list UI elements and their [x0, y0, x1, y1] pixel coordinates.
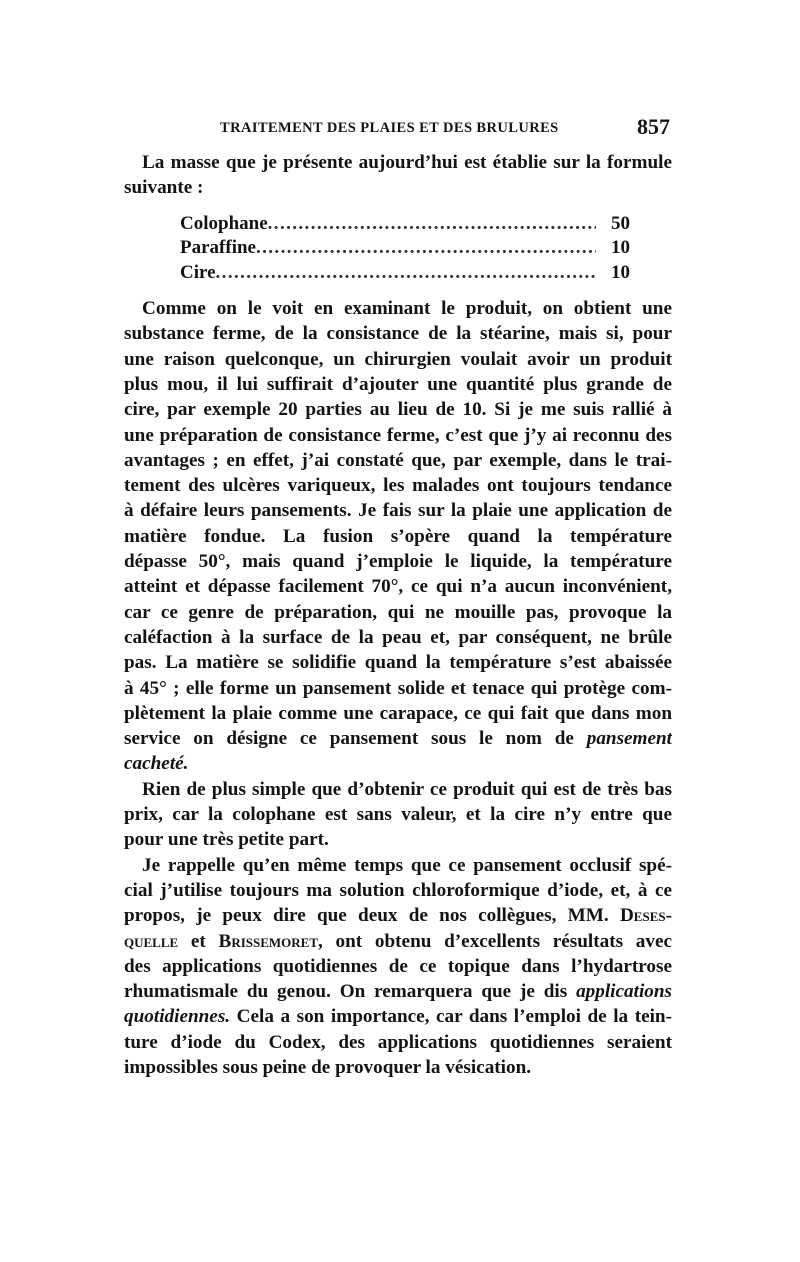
paragraph: [124, 296, 672, 777]
text-line: plus mou, il lui suffirait d’ajouter une quantité plus grande de: [124, 373, 672, 395]
text-line: matière fondue. La fusion s’opère quand la température: [124, 525, 672, 547]
formula-row: [180, 236, 630, 261]
author-name: Brissemoret: [218, 930, 319, 952]
text-line: pour une très petite part.: [124, 829, 329, 851]
formula-quantity: 10: [611, 261, 630, 283]
text-run: service on désigne ce pansement sous le nom de: [124, 728, 574, 750]
formula-quantity: 10: [611, 237, 630, 259]
text-line: [124, 929, 672, 954]
paragraph: [124, 853, 672, 1081]
text-line: [124, 903, 672, 928]
text-line: cire, par exemple 20 parties au lieu de 10. Si je me suis rallié à: [124, 399, 672, 421]
text-line: une préparation de consistance ferme, c’est que j’y ai reconnu des: [124, 424, 672, 446]
text-line: Rien de plus simple que d’obtenir ce produit qui est de très bas: [142, 778, 672, 800]
dot-leader: [268, 212, 596, 237]
text-line: Comme on le voit en examinant le produit, on obtient une: [142, 298, 672, 320]
text-line: tement des ulcères variqueux, les malades ont toujours tendance: [124, 475, 672, 497]
formula-ingredient: Colophane: [180, 212, 268, 234]
text-line: à 45° ; elle forme un pansement solide et tenace qui protège com-: [124, 677, 672, 699]
text-line: [124, 1004, 672, 1029]
dot-leader: [216, 261, 596, 286]
paragraph: [124, 777, 672, 853]
text-run: Cela a son importance, car dans l’emploi de la tein-: [236, 1006, 672, 1028]
text-line: Je rappelle qu’en même temps que ce pansement occlusif spé-: [142, 854, 672, 876]
formula: [124, 212, 630, 286]
formula-quantity: 50: [611, 212, 630, 234]
text-line: prix, car la colophane est sans valeur, et la cire n’y entre que: [124, 804, 672, 826]
text-line: à défaire leurs pansements. Je fais sur la plaie une application de: [124, 500, 672, 522]
formula-ingredient: Paraffine: [180, 237, 256, 259]
running-title: TRAITEMENT DES PLAIES ET DES BRULURES: [220, 120, 559, 136]
text-line: plètement la plaie comme une carapace, ce qui fait que dans mon: [124, 702, 672, 724]
page-number: 857: [637, 114, 670, 139]
italic-term: pansement: [586, 728, 672, 750]
text-line: cial j’utilise toujours ma solution chloroformique d’iode, et, à ce: [124, 879, 672, 901]
italic-term: quotidiennes.: [124, 1006, 231, 1028]
author-name: Deses-: [619, 905, 672, 927]
text-line: dépasse 50°, mais quand j’emploie le liquide, la température: [124, 551, 672, 573]
text-line: une raison quelconque, un chirurgien voulait avoir un produit: [124, 348, 672, 370]
text-line: [124, 751, 672, 776]
text-line: impossibles sous peine de provoquer la vésication.: [124, 1057, 532, 1078]
text-line: substance ferme, de la consistance de la stéarine, mais si, pour: [124, 323, 672, 345]
intro-line: suivante :: [124, 177, 204, 199]
text-run: et: [190, 930, 206, 952]
body-text: [124, 150, 672, 1080]
text-line: car ce genre de préparation, qui ne mouille pas, provoque la: [124, 601, 672, 623]
formula-ingredient: Cire: [180, 261, 216, 283]
italic-term: applications: [576, 981, 672, 1003]
text-line: atteint et dépasse facilement 70°, ce qui n’a aucun inconvénient,: [124, 576, 672, 598]
text-line: avantages ; en effet, j’ai constaté que, par exemple, dans le trai-: [124, 449, 672, 471]
text-line: [124, 726, 672, 751]
formula-row: [180, 212, 630, 237]
text-line: caléfaction à la surface de la peau et, par conséquent, ne brûle: [124, 626, 672, 648]
text-run: rhumatismale du genou. On remarquera que je dis: [124, 981, 568, 1003]
dot-leader: [256, 236, 596, 261]
text-line: des applications quotidiennes de ce topique dans l’hydartrose: [124, 955, 672, 977]
text-run: propos, je peux dire que deux de nos collègues, MM.: [124, 905, 609, 927]
intro-line: La masse que je présente aujourd’hui est établie sur la formule: [142, 152, 672, 173]
author-name: quelle: [124, 930, 179, 952]
formula-row: [180, 261, 630, 286]
text-run: , ont obtenu d’excellents résultats avec: [318, 930, 672, 952]
italic-term: cacheté.: [124, 753, 189, 775]
text-line: ture d’iode du Codex, des applications quotidiennes seraient: [124, 1031, 672, 1053]
text-line: pas. La matière se solidifie quand la température s’est abaissée: [124, 652, 672, 674]
text-line: [124, 979, 672, 1004]
running-head: [124, 114, 672, 144]
